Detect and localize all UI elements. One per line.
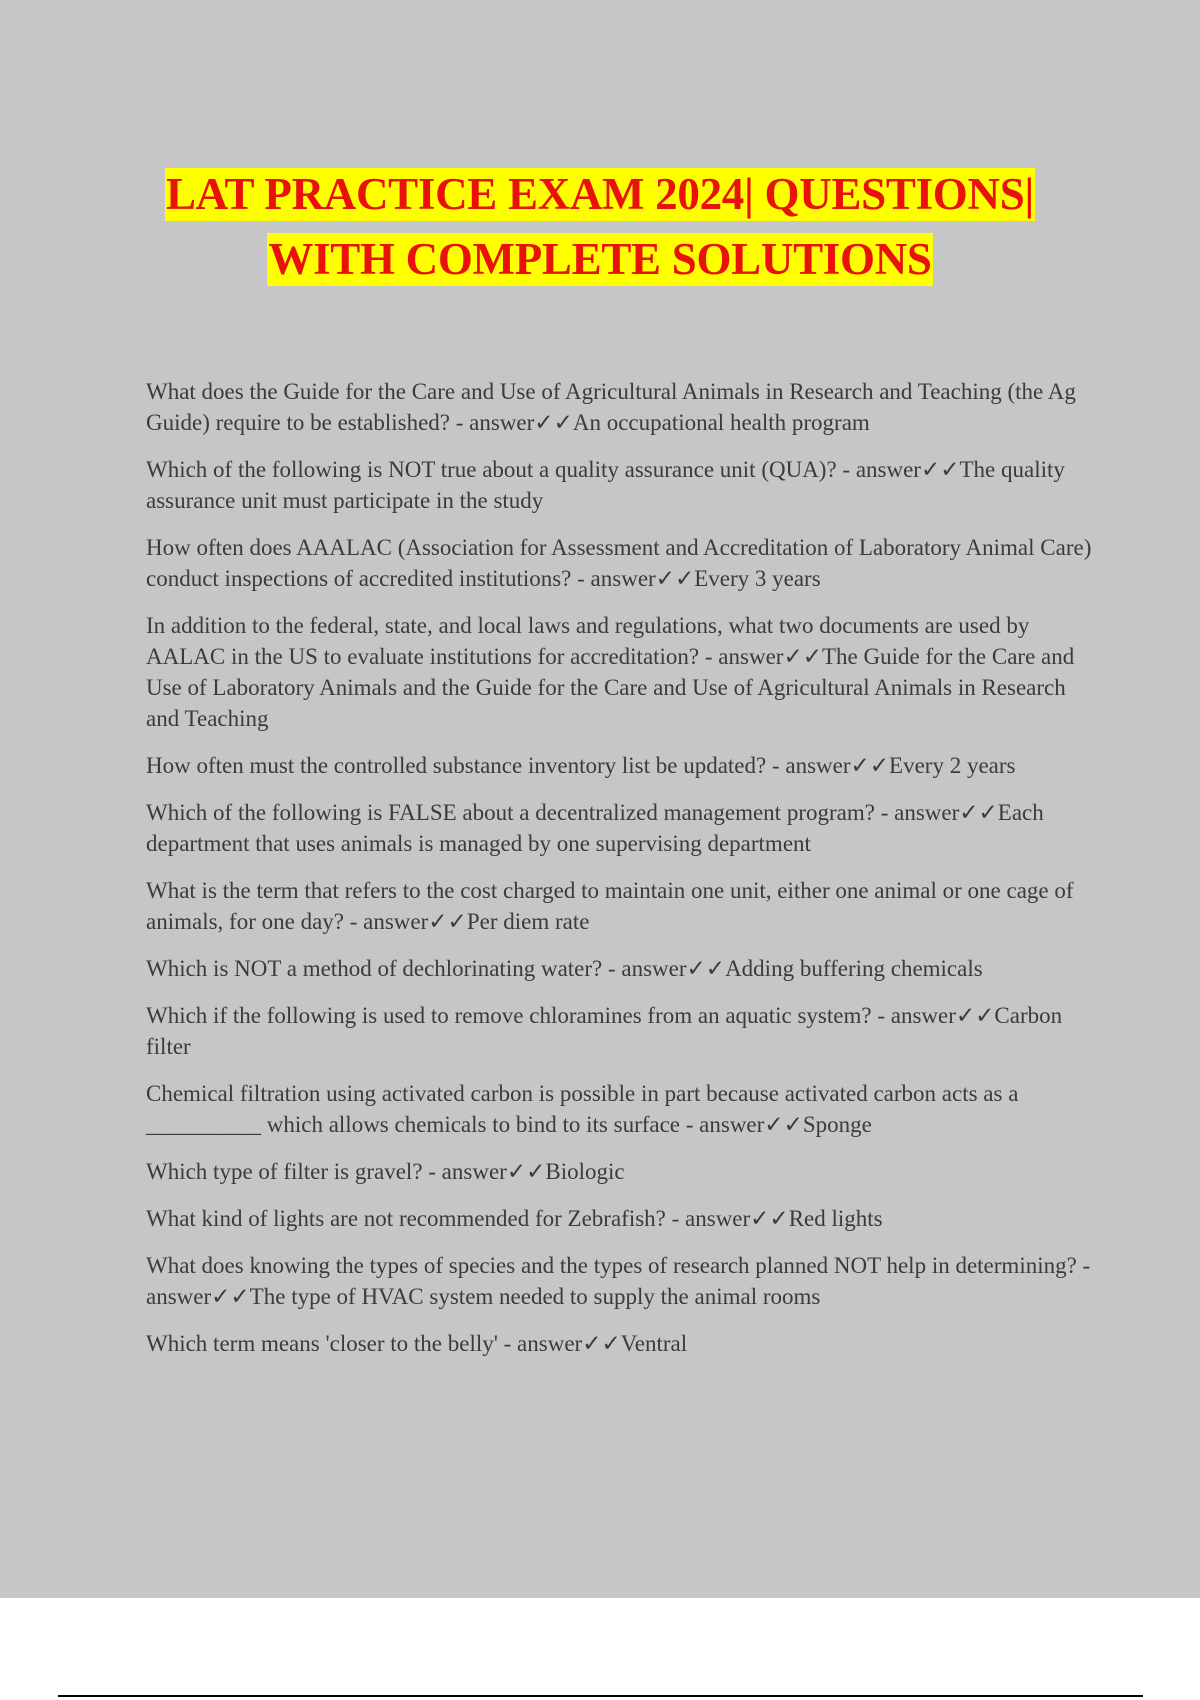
title-line-2: WITH COMPLETE SOLUTIONS	[268, 234, 932, 284]
qa-item: What is the term that refers to the cost charged to maintain one unit, either one animal or one cage of animals, for one day? - answer✓✓Per diem rate	[146, 878, 1074, 934]
qa-item: Which type of filter is gravel? - answer✓✓Biologic	[146, 1159, 625, 1184]
qa-item: How often does AAALAC (Association for Assessment and Accreditation of Laboratory Animal Care) conduct inspections of accredited institutions? - answer✓✓Every 3 years	[146, 535, 1092, 591]
qa-item: Which term means 'closer to the belly' - answer✓✓Ventral	[146, 1331, 688, 1356]
qa-item: In addition to the federal, state, and local laws and regulations, what two documents are used by AALAC in the US to evaluate institutions for accreditation? - answer✓✓The Guide for the Care and Use of Laboratory Animals and the Guide for the Care and Use of Agricultural Animals in Research and Teaching	[146, 613, 1075, 731]
title-line-1: LAT PRACTICE EXAM 2024| QUESTIONS|	[165, 169, 1035, 219]
qa-item: Which of the following is FALSE about a decentralized management program? - answer✓✓Each department that uses animals is managed by one supervising department	[146, 800, 1044, 856]
qa-item: Chemical filtration using activated carbon is possible in part because activated carbon acts as a __________ which allows chemicals to bind to its surface - answer✓✓Sponge	[146, 1081, 1019, 1137]
qa-item: Which is NOT a method of dechlorinating water? - answer✓✓Adding buffering chemicals	[146, 956, 983, 981]
qa-item: Which if the following is used to remove chloramines from an aquatic system? - answer✓✓Carbon filter	[146, 1003, 1063, 1059]
qa-item: What kind of lights are not recommended for Zebrafish? - answer✓✓Red lights	[146, 1206, 883, 1231]
question-answer-list	[146, 376, 1096, 1375]
qa-item: What does knowing the types of species and the types of research planned NOT help in determining? - answer✓✓The type of HVAC system needed to supply the animal rooms	[146, 1253, 1091, 1309]
footer-divider	[58, 1695, 1143, 1697]
qa-item: Which of the following is NOT true about a quality assurance unit (QUA)? - answer✓✓The quality assurance unit must participate in the study	[146, 457, 1065, 513]
qa-item: What does the Guide for the Care and Use of Agricultural Animals in Research and Teaching (the Ag Guide) require to be established? - answer✓✓An occupational health program	[146, 379, 1076, 435]
qa-item: How often must the controlled substance inventory list be updated? - answer✓✓Every 2 years	[146, 753, 1016, 778]
document-title	[0, 168, 1200, 298]
